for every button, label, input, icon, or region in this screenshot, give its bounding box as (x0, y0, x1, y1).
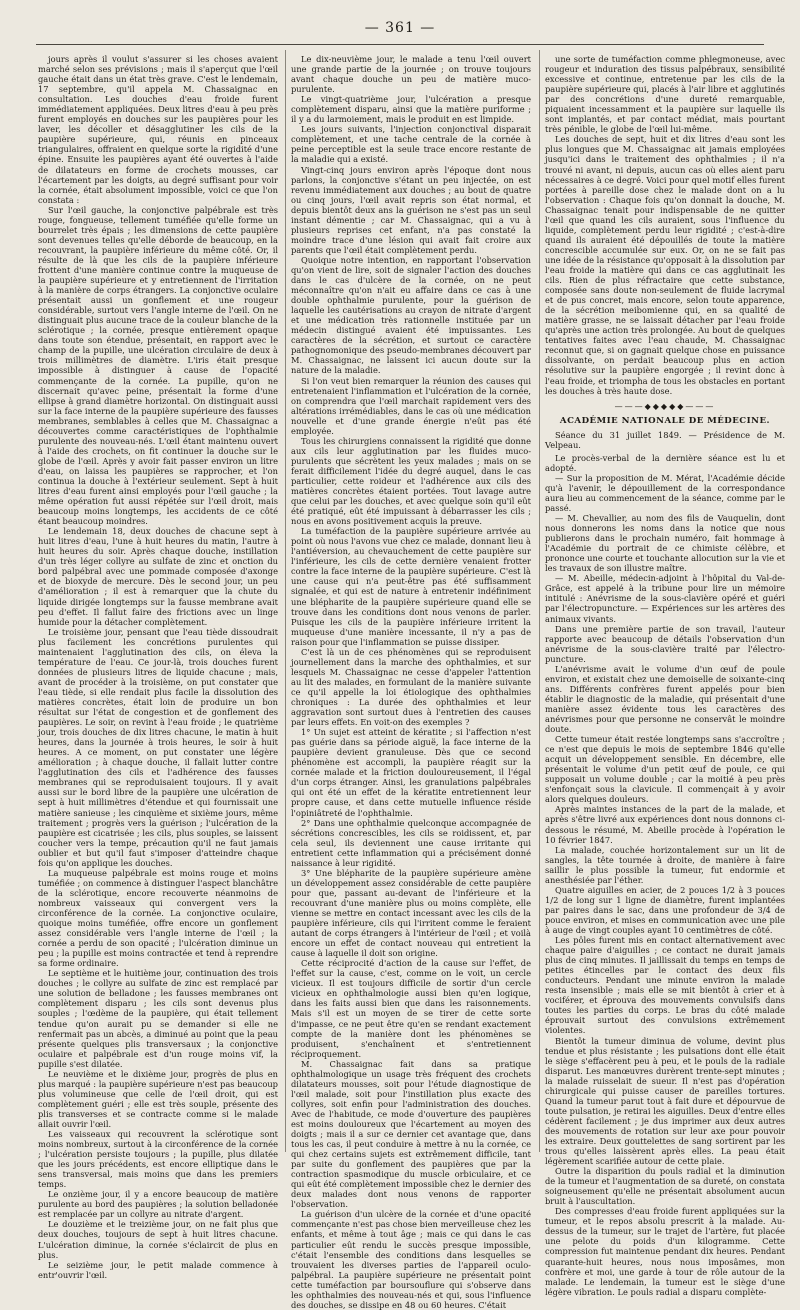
paragraph: Sur l'œil gauche, la conjonctive palpébrale est très rouge, fongueuse, tellement tuméfiée qu'elle forme un bourrelet très épais ; les dimensions de cette paupière sont devenues telles qu'elle déborde de beaucoup, en la recouvrant, la paupière inférieure du même côté. Or, il résulte de là que les cils de la paupière inférieure frottent d'une manière continue contre la muqueuse de la paupière supérieure et y entretiennent de l'irritation à la manière de corps étrangers. La conjonctive oculaire présentait aussi un gonflement et une rougeur considérable, surtout vers l'angle interne de l'œil. On ne distinguait plus aucune trace de la couleur blanche de la sclérotique ; la cornée, presque entièrement opaque dans toute son étendue, présentait, en rapport avec le champ de la pupille, une ulcération circulaire de deux à trois millimètres de diamètre. L'iris était presque impossible à distinguer à cause de l'opacité commençante de la cornée. La pupille, qu'on ne discernait qu'avec peine, présentait la forme d'une ellipse à grand diamètre horizontal. On distinguait aussi sur la face interne de la paupière supérieure des fausses membranes, semblables à celles que M. Chassaignac a découvertes comme caractéristiques de l'ophthalmie purulente des nouveau-nés. L'œil étant maintenu ouvert à l'aide des crochets, on fit continuer la douche sur le globe de l'œil. Après y avoir fait passer environ un litre d'eau, on laissa les paupières se rapprocher, et l'on continua la douche à l'extérieur seulement. Sept à huit litres d'eau furent ainsi employés pour l'œil gauche ; la même opération fut aussi répétée sur l'œil droit, mais beaucoup moins longtemps, les accidents de ce côté étant beaucoup moindres. (38, 204, 278, 527)
paragraph: Le troisième jour, pensant que l'eau tiède dissoudrait plus facilement les concrétions purulentes qui maintenaient l'agglutination des cils, on éleva la température de l'eau. Ce jour-là, trois douches furent données de plusieurs litres de liquide chacune ; mais, avant de procéder à la troisième, on put constater que l'eau tiède, si elle rendait plus facile la dissolution des matières concrètes, était loin de produire un bon résultat sur l'état de congestion et de gonflement des paupières. Le soir, on revint à l'eau froide ; le quatrième jour, trois douches de dix litres chacune, le matin à huit heures, dans la journée à trois heures, le soir à huit heures. A ce moment, on put constater une légère amélioration ; à chaque douche, il fallait lutter contre l'agglutination des cils et l'adhérence des fausses membranes qui se reproduisaient toujours. Il y avait aussi sur le bord libre de la paupière une ulcération de sept à huit millimètres d'étendue et qui fournissait une matière sanieuse ; les cinquième et sixième jours, même traitement ; progrès vers la guérison ; l'ulcération de la paupière est cicatrisée ; les cils, plus souples, se laissent coucher vers la tempe, précaution qu'il ne faut jamais oublier et but qu'il faut s'imposer d'atteindre chaque fois qu'on applique les douches. (38, 626, 278, 868)
paragraph: Cette réciprocité d'action de la cause sur l'effet, de l'effet sur la cause, c'est, comme on le voit, un cercle vicieux. Il est toujours difficile de sortir d'un cercle vicieux en ophthalmologie aussi bien qu'en logique, dans les faits aussi bien que dans les raisonnements. Mais s'il est un moyen de se tirer de cette sorte d'impasse, ce ne peut être qu'en se rendant exactement compte de la manière dont les phénomènes se produisent, s'enchaînent et s'entretiennent réciproquement. (291, 958, 531, 1059)
page-number: — 361 — (364, 20, 436, 36)
paragraph: Les pôles furent mis en contact alternativement avec chaque paire d'aiguilles ; ce contact ne durait jamais plus de cinq minutes. Il jaillissait du temps en temps de petites étincelles par le contact des deux fils conducteurs. Pendant une minute environ la malade resta insensible ; mais elle se mit bientôt à crier et à vociférer, et éprouva des mouvements convulsifs dans toutes les parties du corps. Le bras du côté malade éprouvait surtout des convulsions extrêmement violentes. (545, 935, 785, 1036)
paragraph: Le onzième jour, il y a encore beaucoup de matière purulente au bord des paupières ; la solution belladonée est remplacée par un collyre au nitrate d'argent. (38, 1189, 278, 1220)
paragraph: La tuméfaction de la paupière supérieure arrivée au point où nous l'avons vue chez ce malade, donnant lieu à l'antiéversion, au chevauchement de cette paupière sur l'inférieure, les cils de cette dernière venaient frotter contre la face interne de la paupière supérieure. C'est là une cause qui n'a peut-être pas été suffisamment signalée, et qui est de nature à entretenir indéfiniment une blépharite de la paupière supérieure quand elle se trouve dans les conditions dont nous venons de parler. Puisque les cils de la paupière inférieure irritent la muqueuse d'une manière incessante, il n'y a pas de raison pour que l'inflammation se puisse dissiper. (291, 526, 531, 647)
paragraph: — Sur la proposition de M. Mérat, l'Académie décide qu'à l'avenir, le dépouillement de la correspondance aura lieu au commencement de la séance, comme par le passé. (545, 472, 785, 514)
column-divider (539, 50, 540, 1152)
column-1 (38, 54, 278, 1280)
paragraph: 2° Dans une ophthalmie quelconque accompagnée de sécrétions concrescibles, les cils se roidissent, et, par cela seul, ils deviennent une cause irritante qui entretient cette inflammation qui a précisément donné naissance à leur rigidité. (291, 817, 531, 868)
paragraph: Cette tumeur était restée longtemps sans s'accroître ; ce n'est que depuis le mois de septembre 1846 qu'elle acquit un développement sensible. En décembre, elle présentait le volume d'un petit œuf de poule, ce qui supposait un volume double ; car la moitié à peu près s'enfonçait sous la clavicule. Il commençait à y avoir alors quelques douleurs. (545, 734, 785, 805)
paragraph: Quatre aiguilles en acier, de 2 pouces 1/2 à 3 pouces 1/2 de long sur 1 ligne de diamètre, furent implantées par paires dans le sac, dans une profondeur de 3/4 de pouce environ, et mises en communication avec une pile à auge de vingt couples ayant 10 centimètres de côté. (545, 884, 785, 935)
paragraph: Le neuvième et le dixième jour, progrès de plus en plus marqué : la paupière supérieure n'est pas beaucoup plus volumineuse que celle de l'œil droit, qui est complètement guéri ; elle est très souple, présente des plis transverses et se contracte comme si le malade allait ouvrir l'œil. (38, 1068, 278, 1129)
paragraph: une sorte de tuméfaction comme phlegmoneuse, avec rougeur et induration des tissus palpébraux, sensibilité excessive et continue, entretenue par les cils de la paupière supérieure qui, placés à l'air libre et agglutinés par des concrétions d'une dureté remarquable, piquaient incessamment et la paupière sur laquelle ils sont implantés, et par contact médiat, mais pourtant très pénible, le globe de l'œil lui-même. (545, 54, 785, 135)
paragraph: La muqueuse palpébrale est moins rouge et moins tuméfiée ; on commence à distinguer l'aspect blanchâtre de la sclérotique, encore recouverte néanmoins de nombreux vaisseaux qui convergent vers la circonférence de la cornée. La conjonctive oculaire, quoique moins tuméfiée, offre encore un gonflement assez considérable vers l'angle interne de l'œil ; la cornée a perdu de son opacité ; l'ulcération diminue un peu ; la pupille est moins contractée et tend à reprendre sa forme ordinaire. (38, 867, 278, 969)
paragraph: Le dix-neuvième jour, le malade a tenu l'œil ouvert une grande partie de la journée ; on trouve toujours avant chaque douche un peu de matière muco-purulente. (291, 54, 531, 95)
column-2 (291, 54, 531, 1310)
paragraph: Des compresses d'eau froide furent appliquées sur la tumeur, et le repos absolu prescrit à la malade. Au-dessus de la tumeur, sur le trajet de l'artère, fut placée une pelote du poids d'un kilogramme. Cette compression fut maintenue pendant dix heures. Pendant quarante-huit heures, nous nous imposâmes, mon confrère et moi, une garde à tour de rôle autour de la malade. Le lendemain, la tumeur est le siège d'une légère vibration. Le pouls radial a disparu complète- (545, 1206, 785, 1297)
paragraph: jours après il voulut s'assurer si les choses avaient marché selon ses prévisions ; mais il s'aperçut que l'œil gauche était dans un état très grave. C'est le lendemain, 17 septembre, qu'il appela M. Chassaignac en consultation. Les douches d'eau froide furent immédiatement appliquées. Deux litres d'eau à peu près furent employés en douches sur les paupières pour les laver, les décoller et désagglutiner les cils de la paupière supérieure, qui, réunis en pinceaux triangulaires, offraient en quelque sorte la rigidité d'une épine. Ensuite les paupières ayant été ouvertes à l'aide de dilatateurs en forme de crochets mousses, car l'écartement par les doigts, au degré suffisant pour voir la cornée, était absolument impossible, voici ce que l'on constata : (38, 54, 278, 205)
paragraph: Les vaisseaux qui recouvrent la sclérotique sont moins nombreux, surtout à la circonférence de la cornée ; l'ulcération persiste toujours ; la pupille, plus dilatée que les jours précédents, est encore elliptique dans le sens transversal, mais moins que dans les premiers temps. (38, 1129, 278, 1190)
paragraph: — M. Chevallier, au nom des fils de Vauquelin, dont nous donnerons les noms dans la notice que nous publierons dans le prochain numéro, fait hommage à l'Académie du portrait de ce chimiste célèbre, et prononce une courte et touchante allocution sur la vie et les travaux de son illustre maître. (545, 513, 785, 574)
paragraph: Vingt-cinq jours environ après l'époque dont nous parlons, la conjonctive s'étant un peu injectée, on est revenu immédiatement aux douches ; au bout de quatre ou cinq jours, l'œil avait repris son état normal, et depuis bientôt deux ans la guérison ne s'est pas un seul instant démentie ; car M. Chassaignac, qui a vu à plusieurs reprises cet enfant, n'a pas constaté la moindre trace d'une lésion qui avait fait croire aux parents que l'œil était complètement perdu. (291, 164, 531, 255)
paragraph: Outre la disparition du pouls radial et la diminution de la tumeur et l'augmentation de sa dureté, on constata soigneusement qu'elle ne présentait absolument aucun bruit à l'auscultation. (545, 1166, 785, 1207)
session-line: Séance du 31 juillet 1849. — Présidence de M. Velpeau. (545, 429, 785, 450)
paragraph: Les jours suivants, l'injection conjonctival disparait complètement, et une tache centrale de la cornée à peine perceptible est la seule trace encore restante de la maladie qui a existé. (291, 124, 531, 165)
paragraph: Le seizième jour, le petit malade commence à entr'ouvrir l'œil. (38, 1259, 278, 1280)
paragraph: Quoique notre intention, en rapportant l'observation qu'on vient de lire, soit de signaler l'action des douches dans le cas d'ulcère de la cornée, on ne peut méconnaître qu'on n'ait eu affaire dans ce cas à une double ophthalmie purulente, pour la guérison de laquelle les cautérisations au crayon de nitrate d'argent et une médication très rationnelle instituée par un médecin distingué avaient été impuissantes. Les caractères de la sécrétion, et surtout ce caractère pathognomonique des pseudo-membranes découvert par M. Chassaignac, ne laissent ici aucun doute sur la nature de la maladie. (291, 254, 531, 376)
column-3 (545, 54, 785, 1297)
paragraph: Le vingt-quatrième jour, l'ulcération a presque complètement disparu, ainsi que la matière puriforme ; il y a du larmoiement, mais le produit en est limpide. (291, 94, 531, 125)
paragraph: Dans une première partie de son travail, l'auteur rapporte avec beaucoup de détails l'observation d'un anévrisme de la sous-clavière traité par l'électro-puncture. (545, 623, 785, 664)
paragraph: 1° Un sujet est atteint de kératite ; si l'affection n'est pas guérie dans sa période aiguë, la face interne de la paupière devient granuleuse. Dès que ce second phénomène est accompli, la paupière réagit sur la cornée malade et la friction douloureusement, il l'égal d'un corps étranger. Ainsi, les granulations palpébrales qui ont été un effet de la kératite entretiennent leur propre cause, et dans cette mutuelle influence réside l'opiniâtreté de l'ophthalmie. (291, 727, 531, 818)
paragraph: Si l'on veut bien remarquer la réunion des causes qui entretenaient l'inflammation et l'ulcération de la cornée, on comprendra que l'œil marchait rapidement vers des altérations irrémédiables, dans le cas où une médication nouvelle et d'une grande énergie n'eût pas été employée. (291, 375, 531, 436)
paragraph: Le procès-verbal de la dernière séance est lu et adopté. (545, 452, 785, 473)
paragraph: C'est là un de ces phénomènes qui se reproduisent journellement dans la marche des ophthalmies, et sur lesquels M. Chassaignac ne cesse d'appeler l'attention au lit des malades, en formulant de la manière suivante ce qu'il appelle la loi étiologique des ophthalmies chroniques : La durée des ophthalmies et leur aggravation sont surtout dues à l'entretien des causes par leurs effets. En voit-on des exemples ? (291, 646, 531, 728)
column-divider (285, 50, 286, 1152)
paragraph: Le douzième et le treizième jour, on ne fait plus que deux douches, toujours de sept à huit litres chacune. L'ulcération diminue, la cornée s'éclaircit de plus en plus. (38, 1219, 278, 1260)
paragraph: Après maintes instances de la part de la malade, et après s'être livré aux expériences dont nous donnons ci-dessous le résumé, M. Abeille procède à l'opération le 10 février 1847. (545, 804, 785, 845)
section-title: ACADÉMIE NATIONALE DE MÉDECINE. (559, 415, 771, 426)
paragraph: La malade, couchée horizontalement sur un lit de sangles, la tête tournée à droite, de manière à faire saillir le plus possible la tumeur, fut endormie et anesthésiée par l'éther. (545, 844, 785, 885)
paragraph: La guérison d'un ulcère de la cornée et d'une opacité commençante n'est pas chose bien merveilleuse chez les enfants, et même à tout âge ; mais ce qui dans le cas particulier eût rendu le succès presque impossible, c'était l'ensemble des conditions dans lesquelles se trouvaient les diverses parties de l'appareil oculo-palpébral. La paupière supérieure ne présentait point cette tuméfaction par boursouflure qui s'observe dans les ophthalmies des nouveau-nés et qui, sous l'influence des douches, se dissipe en 48 ou 60 heures. C'était (291, 1209, 531, 1310)
paragraph: L'anévrisme avait le volume d'un œuf de poule environ, et existait chez une demoiselle de soixante-cinq ans. Différents confrères furent appelés pour bien établir le diagnostic de la maladie, qui présentait d'une manière assez évidente tous les caractères des anévrismes pour que personne ne conservât le moindre doute. (545, 663, 785, 735)
paragraph: — M. Abeille, médecin-adjoint à l'hôpital du Val-de-Grâce, est appelé à la tribune pour lire un mémoire intitulé : Anévrisme de la sous-clavière opéré et guéri par l'électropuncture. — Expériences sur les artères des animaux vivants. (545, 573, 785, 624)
header-rule (36, 44, 764, 45)
paragraph: Bientôt la tumeur diminua de volume, devint plus tendue et plus résistante ; les pulsations dont elle était le siège s'effacèrent peu à peu, et le pouls de la radiale disparut. Les manœuvres durèrent trente-sept minutes ; la malade ruisselait de sueur. Il n'est pas d'opération chirurgicale qui puisse causer de pareilles tortures. Quand la tumeur parut tout à fait dure et dépourvue de toute pulsation, je retirai les aiguilles. Deux d'entre elles cédèrent facilement ; je dus imprimer aux deux autres des mouvements de rotation sur leur axe pour pouvoir les extraire. Deux gouttelettes de sang sortirent par les trous qu'elles laissèrent après elles. La peau était légèrement scarifiée autour de cette plaie. (545, 1035, 785, 1167)
paragraph: Les douches de sept, huit et dix litres d'eau sont les plus longues que M. Chassaignac ait jamais employées jusqu'ici dans le traitement des ophthalmies ; il n'a trouvé ni avant, ni depuis, aucun cas où elles aient paru nécessaires à ce degré. Voici pour quel motif elles furent portées à pareille dose chez le malade dont on a lu l'observation : Chaque fois qu'on donnait la douche, M. Chassaignac tenait pour indispensable de ne quitter l'œil que quand les cils auraient, sous l'influence du liquide, complètement perdu leur rigidité ; c'est-à-dire quand ils auraient été dépouillés de toute la matière concrescible accumulée sur eux. Or, on ne se fait pas une idée de la résistance qu'opposait à la dissolution par l'eau froide la matière qui dans ce cas agglutinait les cils. Rien de plus réfractaire que cette substance, composée sans doute non-seulement de fluide lacrymal et de pus concret, mais encore, selon toute apparence, de la sécrétion meibomienne qui, en sa qualité de matière grasse, ne se laissait détacher par l'eau froide qu'après une action très prolongée. Au bout de quelques tentatives faites avec l'eau chaude, M. Chassaignac reconnut que, si on gagnait quelque chose en puissance dissolvante, on perdait beaucoup plus en action résolutive sur la paupière engorgée ; il revint donc à l'eau froide, et triompha de tous les obstacles en portant les douches à très haute dose. (545, 134, 785, 396)
paragraph: 3° Une blépharite de la paupière supérieure amène un développement assez considérable de cette paupière pour que, passant au-devant de l'inférieure et la recouvrant d'une manière plus ou moins complète, elle vienne se mettre en contact incessant avec les cils de la paupière inférieure, cils qui l'irritent comme le feraient autant de corps étrangers à l'intérieur de l'œil ; et voilà encore un effet de contact nouveau qui entretient la cause à laquelle il doit son origine. (291, 867, 531, 959)
paragraph: Le lendemain 18, deux douches de chacune sept à huit litres d'eau, l'une à huit heures du matin, l'autre à huit heures du soir. Après chaque douche, instillation d'un très léger collyre au sulfate de zinc et onction du bord palpébral avec une pommade composée d'axonge et de bioxyde de mercure. Dès le second jour, un peu d'amélioration ; il est à remarquer que la chute du liquide dirigée longtemps sur la fausse membrane avait peu d'effet. Il fallut faire des frictions avec un linge humide pour la détacher complètement. (38, 526, 278, 627)
paragraph: Tous les chirurgiens connaissent la rigidité que donne aux cils leur agglutination par les fluides muco-purulents que sécrètent les yeux malades ; mais on se ferait difficilement l'idée du degré auquel, dans le cas particulier, cette roideur et l'adhérence aux cils des matières concrètes étaient portées. Tout lavage autre que celui par les douches, et avec quelque soin qu'il eût été pratiqué, eût été impuissant à débarrasser les cils ; nous en avons positivement acquis la preuve. (291, 435, 531, 527)
section-separator: ———◆◆◆◆◆——— (614, 401, 716, 411)
paragraph: M. Chassaignac fait dans sa pratique ophthalmologique un usage très fréquent des crochets dilatateurs mousses, soit pour l'étude diagnostique de l'œil malade, soit pour l'instillation plus exacte des collyres, soit enfin pour l'administration des douches. Avec de l'habitude, ce mode d'ouverture des paupières est moins douloureux que l'écartement au moyen des doigts ; mais il a sur ce dernier cet avantage que, dans tous les cas, il peut conduire à mettre à nu la cornée, ce qui chez certains sujets est extrêmement difficile, tant par suite du gonflement des paupières que par la contraction spasmodique du muscle orbiculaire, et ce qui eût été complètement impossible chez le dernier des deux malades dont nous venons de rapporter l'observation. (291, 1058, 531, 1210)
paragraph: Le septième et le huitième jour, continuation des trois douches ; le collyre au sulfate de zinc est remplacé par une solution de belladone ; les fausses membranes ont complètement disparu ; les cils sont devenus plus souples ; l'œdème de la paupière, qui était tellement tendue qu'on aurait pu se demander si elle ne renfermait pas un abcès, a diminué au point que la peau présente quelques plis transversaux ; la conjonctive oculaire et palpébrale est d'un rouge moins vif, la pupille s'est dilatée. (38, 968, 278, 1069)
